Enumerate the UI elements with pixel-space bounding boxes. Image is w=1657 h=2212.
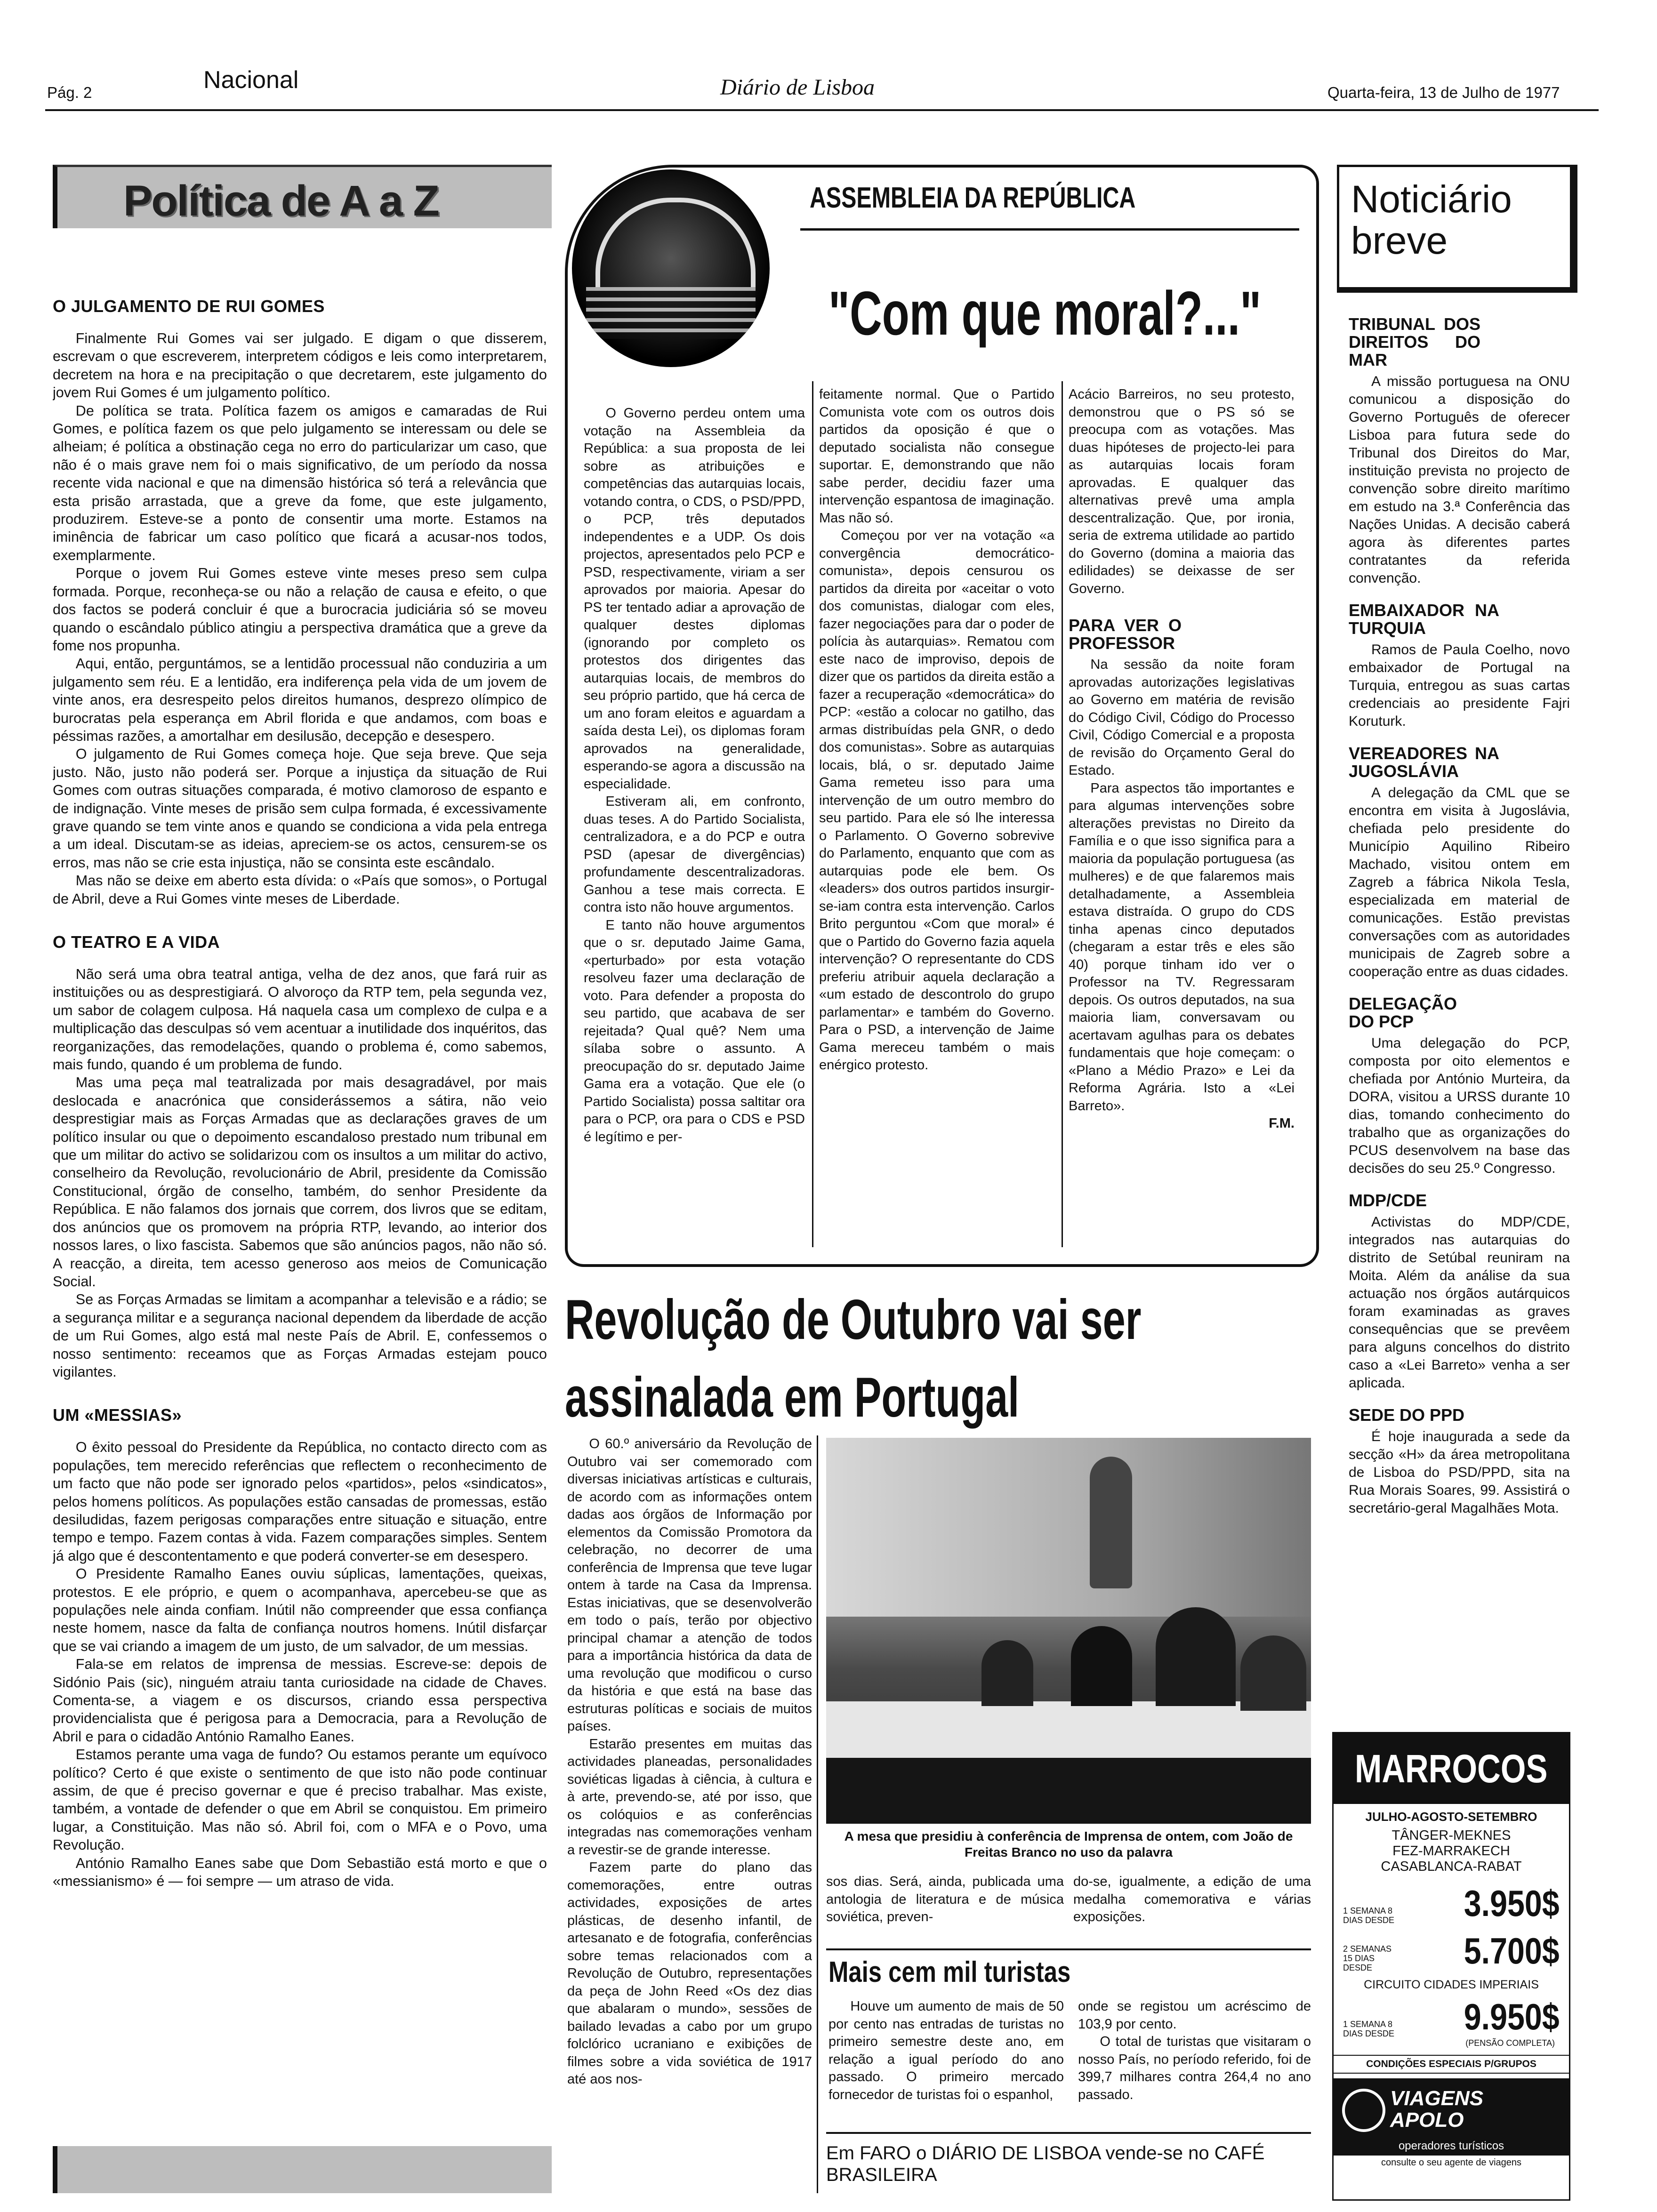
messias-p3: Fala-se em relatos de imprensa de messias. Escreve-se: depois de Sidónio Pais (sic), ninguém atraiu tanta curiosidade na cidade de Chaves. Comenta-se, a viagem e os discursos, criando essa perspectiva providencialista que é perigosa para a Democracia, para a Revolução de Abril e para o cidadão António Ramalho Eanes. (53, 1656, 547, 1745)
photo-wall (826, 1438, 1311, 1617)
revolucao-p3: Fazem parte do plano das comemorações, entre outras actividades, exposições de artes plásticas, de desenho infantil, de artesanato e de fotografia, conferências sobre temas relacionados com a Revolução de Outubro, representações da peça de John Reed «Os dez dias que abalaram o mundo», sessões de bailado levadas a cabo por um grupo folclórico ucraniano e exibições de filmes sobre a vida soviética de 1917 até aos nos- (567, 1860, 812, 2087)
ad-brand: VIAGENS APOLO (1390, 2087, 1484, 2132)
revolucao-cont-col-2 (1073, 1873, 1311, 1934)
photo-person-3 (1156, 1607, 1236, 1706)
julgamento-p1: Finalmente Rui Gomes vai ser julgado. E digam o que disserem, escrevam o que escreverem, interpretem códigos e leis como interpretarem, decretem na hora e na precipitação o que decretarem, este julgamento do jovem Rui Gomes é um julgamento político. (53, 330, 547, 401)
noticiario-title-1: Noticiário (1351, 178, 1512, 221)
revolucao-headline-2: assinalada em Portugal (565, 1366, 1020, 1429)
noticia-tribunal-heading: TRIBUNAL DOS DIREITOS DO MAR (1349, 315, 1480, 369)
marrocos-ad (1332, 1732, 1570, 2201)
assembleia-col2-p2: Começou por ver na votação «a convergência democrático-comunista», depois censurou os partidos da direita por «aceitar o voto dos comunistas, dialogar com eles, fazer negociações para dar o poder de polícia às autarquias». Rematou com este naco de improviso, depois de dizer que os partidos da direita estão a fazer a recuperação «democrática» do PCP: «estão a colocar no gatilho, das armas distribuídas pela GNR, o dedo dos comunistas». Sobre as autarquias locais, blá, o sr. deputado Jaime Gama remeteu isso para uma intervenção de um outro membro do seu partido. Para ele só lhe interessa o Parlamento. O Governo sobrevive do Parlamento, enquanto que com as autarquias pode ele bem. Os «leaders» dos outros partidos insurgir-se-iam contra esta intervenção. Carlos Brito perguntou «Com que moral» é que o Partido do Governo fazia aquela intervenção? O representante do CDS preferiu atribuir aquela declaração a «um estado de descontrolo do grupo parlamentar» e também do Governo. Para o PSD, a intervenção de Jaime Gama mereceu também o mais enérgico protesto. (819, 528, 1054, 1073)
ad-price-3: 9.950$ (1464, 1996, 1560, 2037)
noticia-tribunal-text: A missão portuguesa na ONU comunicou a disposição do Governo Português de oferecer Lisboa para futura sede do Tribunal dos Direitos do Mar, instituição prevista no projecto de convenção sobre direito marítimo em estudo na 3.ª Conferência das Nações Unidas. A decisão caberá agora às diferentes partes contratantes da referida convenção. (1349, 374, 1570, 586)
noticia-mdp (1349, 1192, 1570, 1392)
noticia-vereadores-heading: VEREADORES NA JUGOSLÁVIA (1349, 744, 1499, 781)
assembleia-col-3 (1069, 386, 1295, 1242)
noticia-ppd-text: É hoje inaugurada a sede da secção «H» da área metropolitana de Lisboa do PSD/PPD, sita na Rua Morais Soares, 99. Assistirá o secretário-geral Magalhães Mota. (1349, 1429, 1570, 1516)
photo-table (826, 1701, 1311, 1758)
assembleia-col1-p2: Estiveram ali, em confronto, duas teses. A do Partido Socialista, centralizadora, e a do PCP e outra PSD (apesar de divergências) profundamente descentralizadoras. Ganhou a tese mais correcta. E contra isto não houve argumentos. (584, 794, 805, 915)
photo-foreground (826, 1758, 1311, 1824)
noticia-vereadores-text: A delegação da CML que se encontra em visita à Jugoslávia, chefiada pelo presidente do Município Aquilino Ribeiro Machado, visitou ontem em Zagreb a fábrica Nikola Tesla, especializada em material de comunicações. Estão previstas conversações com as autoridades municipais de Zagreb sobre a cooperação entre as duas cidades. (1349, 785, 1570, 979)
turistas-p2: onde se registou um acréscimo de 103,9 por cento. (1078, 1999, 1311, 2032)
ad-price-3-label: 1 SEMANA 8 DIAS DESDE (1343, 2020, 1395, 2038)
ad-price-3-note: (PENSÃO COMPLETA) (1465, 2038, 1555, 2048)
assembleia-divider-1 (812, 381, 813, 1247)
noticia-vereadores (1349, 745, 1570, 981)
noticiario-title-2: breve (1351, 219, 1448, 262)
noticia-delegacao-text: Uma delegação do PCP, composta por oito elementos e chefiada por António Murteira, da DORA, visitou a URSS durante 10 dias, tomando conhecimento do trabalho que as organizações do PCUS desenvolvem na base das decisões do seu 25.º Congresso. (1349, 1035, 1570, 1176)
politica-column (53, 297, 547, 2132)
messias-section (53, 1405, 547, 1890)
turistas-col-1 (828, 1998, 1064, 2125)
noticia-tribunal (1349, 315, 1570, 587)
page-number: Pág. 2 (47, 84, 92, 101)
ad-cities-2: FEZ-MARRAKECH (1392, 1843, 1510, 1859)
noticia-embaixador-text: Ramos de Paula Coelho, novo embaixador de Portugal na Turquia, entregou as suas cartas credenciais ao presidente Fajri Koruturk. (1349, 642, 1570, 729)
revolucao-headline-1: Revolução de Outubro vai ser (565, 1288, 1142, 1351)
assembleia-col2-p1: feitamente normal. Que o Partido Comunista vote com os outros dois partidos da oposição é que o deputado socialista não consegue suportar. E, demonstrando que não sabe perder, decidiu fazer uma intervenção espantosa de imaginação. Mas não só. (819, 387, 1054, 526)
teatro-p3: Se as Forças Armadas se limitam a acompanhar a televisão e a rádio; se a segurança militar e a segurança nacional dependem da liberdade de acção de um Rui Gomes, algo está mal neste País de Abril. E, confessemos o nosso sentimento: receamos que as Forças Armadas estejam pouco vigilantes. (53, 1291, 547, 1380)
photo-person-1 (981, 1640, 1033, 1706)
teatro-p1: Não será uma obra teatral antiga, velha de dez anos, que fará ruir as instituições ou as desprestigiará. O alvoroço da RTP tem, pela segunda vez, um sabor de colagem culposa. Há naquela casa um complexo de culpa e a multiplicação das desculpas só vem acentuar a inutilidade dos inquéritos, das reorganizações, das remodelações, quando o problema é, como sabemos, mais fundo, quando é um problema de fundo. (53, 966, 547, 1073)
assembleia-col-1 (584, 405, 805, 1242)
assembleia-col3-p1: Acácio Barreiros, no seu protesto, demonstrou que o PS só se preocupa com as votações. Mas duas hipóteses de projecto-lei para as autarquias locais foram aprovadas. E qualquer das alternativas prevê uma ampla descentralização. Que, por ironia, seria de extrema utilidade ao partido do Governo (domina a maioria das edilidades) se deixasse de ser Governo. (1069, 387, 1295, 596)
revolucao-cont-p2: do-se, igualmente, a edição de uma medalha comemorativa e várias exposições. (1073, 1874, 1311, 1924)
faro-notice-box (826, 2132, 1311, 2195)
messias-p5: António Ramalho Eanes sabe que Dom Sebastião está morto e que o «messianismo» é — foi sempre — um atraso de vida. (53, 1855, 547, 1890)
revolucao-p2: Estarão presentes em muitas das actividades planeadas, personalidades soviéticas ligadas à ciência, à cultura e à arte, prevendo-se, até por isso, que os colóquios e as conferências integradas nas comemorações venham a revestir-se de grande interesse. (567, 1736, 812, 1858)
photo-statue (1090, 1457, 1132, 1588)
issue-date: Quarta-feira, 13 de Julho de 1977 (1327, 84, 1560, 101)
assembleia-photo-benches (586, 287, 756, 339)
julgamento-p2: De política se trata. Política fazem os amigos e camaradas de Rui Gomes, e política fazem os que pelo julgamento se interessam ou dele se alheiam; é política a obstinação cega no erro do particularizar um caso, que não é o mais grave nem foi o mais significativo, de um período da nossa recente vida nacional e que na dimensão histórica só terá a relevância que esta prisão arrastada, que a greve da fome, que este julgamento, produzirem. Esteve-se a ponto de consentir uma morte. Estamos na iminência de fabricar um caso político que ficará a acusar-nos todos, exemplarmente. (53, 402, 547, 563)
bottom-banner-stub (53, 2146, 552, 2193)
julgamento-p5: O julgamento de Rui Gomes começa hoje. Que seja breve. Que seja justo. Não, justo não poderá ser. Porque a injustiça da situação de Rui Gomes com outras situações comparada, é motivo clamoroso de espanto e de indignação. Vinte meses de prisão sem culpa formada, é excessivamente grave quando se tem vinte anos e quando se condiciona a vida pela entrega a um ideal. Discutam-se as ideias, apreciem-se os actos, censurem-se os erros, mas não se crie esta injustiça, não se consinta este escândalo. (53, 746, 547, 871)
assembleia-kicker-rule (800, 228, 1299, 231)
julgamento-section (53, 297, 547, 908)
professor-p2: Para aspectos tão importantes e para algumas intervenções sobre alterações previstas no Direito da Família e o que isso significa para a maioria da população portuguesa (as mulheres) e de que falaremos mais detalhadamente, a Assembleia estava distraída. O grupo do CDS tinha apenas cinco deputados (chegaram a estar três e eles são 40) porque tinham ido ver o Professor na TV. Regressaram depois. Os outros deputados, na sua maioria liam, conversavam ou acertavam agulhas para os debates fundamentais que hoje começam: o «Plano a Médio Prazo» e Lei da Reforma Agrária. Isto a «Lei Barreto». (1069, 780, 1295, 1114)
noticiario-title-box (1337, 165, 1577, 293)
photo-person-4 (1240, 1635, 1306, 1711)
messias-heading: UM «MESSIAS» (53, 1405, 182, 1425)
teatro-section (53, 932, 547, 1381)
assembleia-headline: "Com que moral?..." (828, 279, 1262, 348)
photo-caption: A mesa que presidiu à conferência de Imprensa de ontem, com João de Freitas Branco no uso da palavra (844, 1829, 1293, 1859)
ad-footer: consulte o seu agente de viagens (1381, 2157, 1521, 2168)
assembleia-col-2 (819, 386, 1054, 1242)
julgamento-heading: O JULGAMENTO DE RUI GOMES (53, 297, 325, 316)
ad-brand-logo (1342, 2089, 1385, 2132)
ad-circuit: CIRCUITO CIDADES IMPERIAIS (1364, 1978, 1539, 1991)
ad-brand-band (1334, 2078, 1569, 2140)
photo-person-2 (1071, 1626, 1132, 1706)
ad-cities-3: CASABLANCA-RABAT (1381, 1859, 1522, 1874)
turistas-p1: Houve um aumento de mais de 50 por cento nas entradas de turistas no primeiro semestre deste ano, em relação a igual período do ano passado. O primeiro mercado fornecedor de turistas foi o espanhol, (828, 1999, 1064, 2102)
julgamento-p6: Mas não se deixe em aberto esta dívida: o «País que somos», o Portugal de Abril, deve a Rui Gomes vinte meses de Liberdade. (53, 873, 547, 907)
masthead-rule (45, 109, 1599, 111)
turistas-p3: O total de turistas que visitaram o nosso País, no período referido, foi de 399,7 milhares contra 264,4 no ano passado. (1078, 2034, 1311, 2102)
ad-conditions: CONDIÇÕES ESPECIAIS P/GRUPOS (1334, 2055, 1569, 2074)
julgamento-p3: Porque o jovem Rui Gomes esteve vinte meses preso sem culpa formada. Porque, reconheça-se ou não a relação de causa e efeito, o que dos factos se poderá concluir é que a burocracia judiciária só se moveu quando o escândalo público atingiu a perspectiva dramática que a greve da fome nos propunha. (53, 565, 547, 654)
messias-p4: Estamos perante uma vaga de fundo? Ou estamos perante um equívoco político? Certo é que existe o sentimento de que isto não pode continuar assim, de que é preciso governar e que é preciso trabalhar. Mas existe, também, a vontade de defender o que em Abril se conquistou. Em primeiro lugar, a Constituição. Mas não só. Abril foi, com o MFA e o Povo, uma Revolução. (53, 1747, 547, 1853)
newspaper-name: Diário de Lisboa (720, 75, 875, 100)
assembleia-photo (572, 169, 770, 367)
ad-price-1: 3.950$ (1464, 1883, 1560, 1924)
assembleia-col1-p1: O Governo perdeu ontem uma votação na Assembleia da República: a sua proposta de lei sobre as atribuições e competências das autarquias locais, votando contra, o CDS, o PSD/PPD, o PCP, três deputados independentes e a UDP. Os dois projectos, apresentados pelo PCP e PSD, respectivamente, viriam a ser aprovados por maioria. Apesar do PS ter tentado adiar a aprovação de qualquer destes diplomas (ignorando por completo os protestos dos dirigentes das autarquias locais, de membros do seu próprio partido, que há cerca de um ano foram eleitos e aguardam a saída desta Lei), os diplomas foram aprovados na generalidade, esperando-se agora a discussão na especialidade. (584, 406, 805, 792)
messias-p2: O Presidente Ramalho Eanes ouviu súplicas, lamentações, queixas, protestos. E ele próprio, e quem o acompanhava, apercebeu-se que as populações nele ainda confiam. Inútil não compreender que essa confiança neste homem, nasce da falta de confiança noutros homens. Inútil disfarçar que se vai criando a imagem de um justo, de um salvador, de um messias. (53, 1566, 547, 1654)
revolucao-divider (817, 1435, 818, 2193)
ad-price-1-label: 1 SEMANA 8 DIAS DESDE (1343, 1906, 1395, 1925)
teatro-p2: Mas uma peça mal teatralizada por mais desagradável, por mais deslocada e anacrónica que considerássemos a sátira, não veio desprestigiar mais as Forças Armadas que as declarações graves de um político insular ou que o depoimento escandaloso prestado num tribunal em que um militar do activo se solidarizou com os insultos a um militar do activo, conselheiro da Revolução, revolucionário de Abril, presidente da Comissão Constitucional, órgão de conselho, também, do senhor Presidente da República. E não falamos dos jornais que correm, dos livros que se editam, dos anúncios que os promovem na própria RTP, levando, ao interior dos nossos lares, o lixo fascista. Sabemos que são anúncios pagos, não não só. A reacção, a direita, tem acesso generoso aos meios de Comunicação Social. (53, 1074, 547, 1290)
ad-title-band (1334, 1733, 1569, 1804)
noticia-mdp-heading: MDP/CDE (1349, 1191, 1427, 1210)
julgamento-p4: Aqui, então, perguntámos, se a lentidão processual não conduziria a um julgamento sem réu. E a lentidão, era indiferença pela vida de um jovem de vinte anos, era desrespeito pelos direitos humanos, desprezo olímpico de burocratas pela esperança em Abril florida e que andamos, com boas e péssimas razões, a amortalhar em desilusão, decepção e desespero. (53, 656, 547, 744)
assembleia-signature: F.M. (1269, 1116, 1295, 1131)
politica-banner (53, 165, 552, 228)
noticia-ppd-heading: SEDE DO PPD (1349, 1405, 1465, 1425)
assembleia-divider-2 (1062, 381, 1063, 1247)
ad-price-row-1 (1334, 1875, 1569, 1925)
noticia-mdp-text: Activistas do MDP/CDE, integrados nas autarquias do distrito de Setúbal reuniram na Moita. Além da análise da sua actuação nos órgãos autárquicos foram examinadas as graves consequências que se prevêem para alguns concelhos do distrito caso a «Lei Barreto» venha a ser aplicada. (1349, 1214, 1570, 1391)
ad-brand-sub: operadores turísticos (1334, 2140, 1569, 2156)
ad-price-2-label: 2 SEMANAS 15 DIAS DESDE (1343, 1944, 1392, 1972)
revolucao-p1: O 60.º aniversário da Revolução de Outubro vai ser comemorado com diversas iniciativas artísticas e culturais, de acordo com as informações ontem dadas aos órgãos de Informação por elementos da Comissão Promotora da celebração, no decorrer de uma conferência de Imprensa que teve lugar ontem à tarde na Casa da Imprensa. Estas iniciativas, que se desenvolverão em todo o país, terão por objectivo principal chamar a atenção de todos para a importância histórica da data de uma revolução que modificou o curso da história e que está na base das estruturas políticas e sociais de muitos países. (567, 1436, 812, 1734)
ad-price-row-3 (1334, 1992, 1569, 2038)
noticia-delegacao-heading: DELEGAÇÃO DO PCP (1349, 994, 1457, 1031)
ad-price-row-2 (1334, 1925, 1569, 1972)
faro-notice-text: Em FARO o DIÁRIO DE LISBOA vende-se no CAFÉ BRASILEIRA (826, 2143, 1265, 2185)
press-conference-photo (826, 1438, 1311, 1824)
assembleia-kicker: ASSEMBLEIA DA REPÚBLICA (810, 182, 1136, 214)
messias-p1: O êxito pessoal do Presidente da República, no contacto directo com as populações, tem merecido referências que reflectem o reconhecimento de um facto que não pode ser ignorado pelos «partidos», pelos «sindicatos», pelos homens políticos. As populações estão cansadas de promessas, estão desiludidas, fazem perigosas comparações entre situação e situação, entre tempo e tempo. Fazem contas à vida. Fazem comparações simples. Sentem já algo que é descontentamento e que poderá converter-se em desespero. (53, 1439, 547, 1564)
ad-season: JULHO-AGOSTO-SETEMBRO (1365, 1810, 1537, 1824)
professor-heading: PARA VER O PROFESSOR (1069, 616, 1182, 653)
noticia-embaixador-heading: EMBAIXADOR NA TURQUIA (1349, 601, 1499, 638)
professor-p1: Na sessão da noite foram aprovadas autorizações legislativas ao Governo em matéria de revisão do Código Civil, Código do Processo Civil, Código Comercial e a proposta de revisão do Orçamento Geral do Estado. (1069, 657, 1295, 778)
section-name: Nacional (203, 66, 299, 94)
ad-price-2: 5.700$ (1464, 1930, 1560, 1972)
turistas-headline: Mais cem mil turistas (828, 1956, 1071, 1988)
assembleia-photo-arch (595, 198, 756, 287)
ad-title: MARROCOS (1355, 1746, 1548, 1791)
noticia-delegacao (1349, 995, 1570, 1178)
noticia-ppd (1349, 1406, 1570, 1517)
revolucao-cont-p1: sos dias. Será, ainda, publicada uma antologia de literatura e de música soviética, preven- (826, 1874, 1064, 1924)
politica-banner-title: Política de A a Z (123, 177, 439, 225)
noticia-embaixador (1349, 601, 1570, 730)
assembleia-col1-p3: E tanto não houve argumentos que o sr. deputado Jaime Gama, «perturbado» por esta votação resolveu fazer uma declaração de voto. Para defender a proposta do seu partido, que acabava de ser rejeitada? Qual quê? Nem uma sílaba sobre o assunto. A preocupação do sr. deputado Jaime Gama era a votação. Que ele (o Partido Socialista) possa saltitar ora para o PCP, ora para o CDS e PSD é legítimo e per- (584, 917, 805, 1145)
teatro-heading: O TEATRO E A VIDA (53, 932, 220, 952)
revolucao-body (567, 1435, 812, 2203)
revolucao-cont-col-1 (826, 1873, 1064, 1934)
noticiario-column (1349, 315, 1570, 1657)
turistas-col-2 (1078, 1998, 1311, 2125)
ad-cities-1: TÂNGER-MEKNES (1392, 1828, 1511, 1843)
